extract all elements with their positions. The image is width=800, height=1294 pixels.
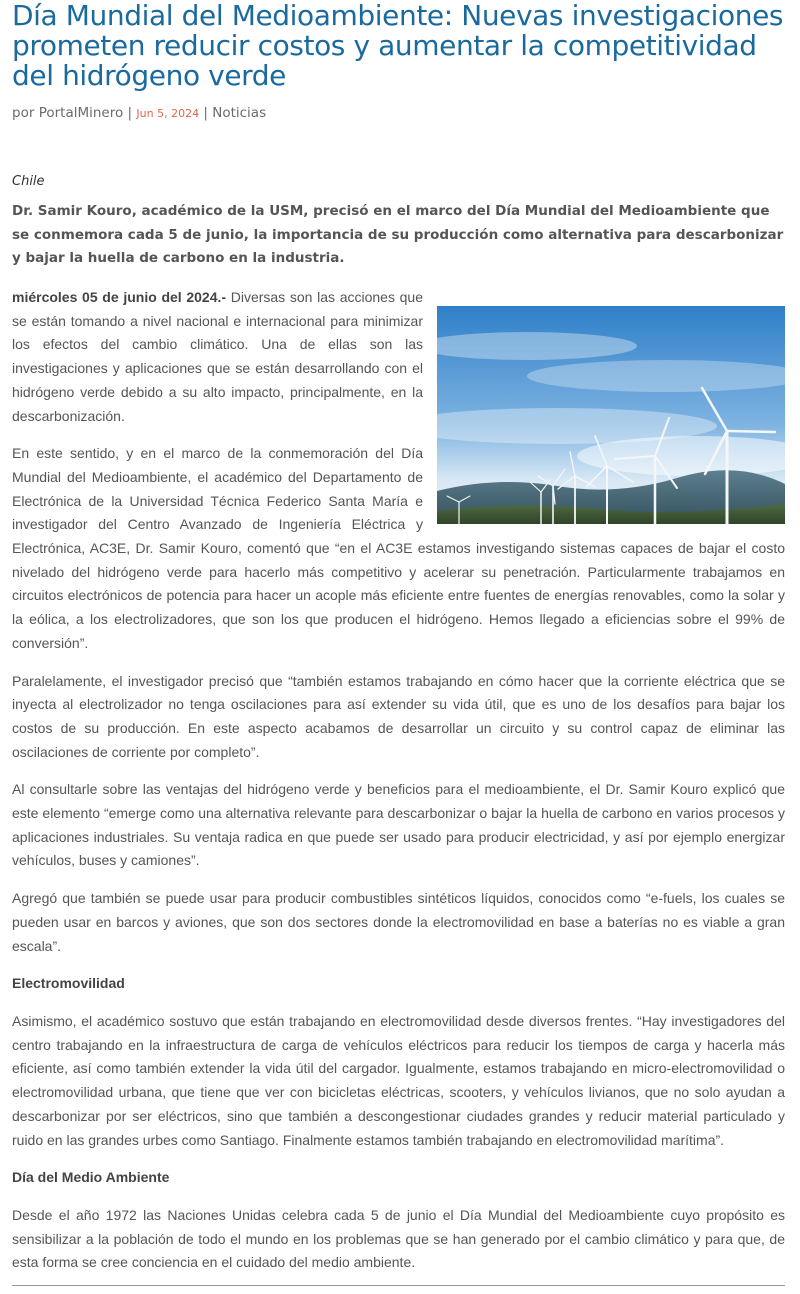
paragraph-6: Asimismo, el académico sostuvo que están trabajando en electromovilidad desde diversos frentes. “Hay investigadores del centro trabajando en la infraestructura de carga de vehículos eléctricos para reducir los tiempos de carga y hacerla más eficiente, así como también extender la vida útil del cargador. Igualmente, estamos trabajando en micro-electromovilidad o electromovilidad urbana, que tiene que ver con bicicletas eléctricas, scooters, y vehículos livianos, que no solo ayudan a descarbonizar por ser eléctricos, sino que también a descongestionar ciudades grandes y reducir material particulado y ruido en las grandes urbes como Santiago. Finalmente estamos también trabajando en electromovilidad marítima”. xyxy=(12,1012,785,1148)
paragraph-3: Paralelamente, el investigador precisó que “también estamos trabajando en cómo hacer que la corriente eléctrica que se inyecta al electrolizador no tenga oscilaciones para así extender su vida útil, que es uno de los desafíos para bajar los costos de su producción. En este aspecto acabamos de desarrollar un circuito y su control capaz de eliminar las oscilaciones de corriente por completo”. xyxy=(12,672,785,760)
paragraph-4: Al consultarle sobre las ventajas del hidrógeno verde y beneficios para el medioambiente, el Dr. Samir Kouro explicó que este elemento “emerge como una alternativa relevante para descarbonizar o bajar la huella de carbono en varios procesos y aplicaciones industriales. Su ventaja radica en que puede ser usado para producir electricidad, y así por ejemplo energizar vehículos, buses y camiones”. xyxy=(12,781,785,869)
article-dateline: miércoles 05 de junio del 2024.- xyxy=(12,289,227,305)
paragraph-2: En este sentido, y en el marco de la conmemoración del Día Mundial del Medioambiente, el académico del Departamento de Electrónica de la Universidad Técnica Federico Santa María e investigador del Centro Avanzado de Ingeniería Eléctrica y Electrónica, AC3E, Dr. Samir Kouro, comentó que “en el AC3E estamos investigando sistemas capaces de bajar el costo nivelado del hidrógeno verde para hacerlo más competitivo y acelerar su penetración. Particularmente trabajamos en circuitos electrónicos de potencia para hacer un acople más eficiente entre fuentes de energías renovables, como la solar y la eólica, a los electrolizadores, que son los que producen el hidrógeno. Hemos llegado a eficiencias sobre el 99% de conversión”. xyxy=(12,445,785,651)
paragraph-7: Desde el año 1972 las Naciones Unidas celebra cada 5 de junio el Día Mundial del Medioambiente cuyo propósito es sensibilizar a la población de todo el mundo en los problemas que se han generado por el cambio climático y para que, de esta forma se cree conciencia en el cuidado del medio ambiente. xyxy=(12,1206,785,1271)
article-body xyxy=(12,286,785,1289)
bottom-divider xyxy=(12,1285,785,1286)
byline-prefix: por xyxy=(12,105,35,121)
article-meta xyxy=(12,103,785,123)
article-location: Chile xyxy=(12,174,45,189)
heading-electromovilidad: Electromovilidad xyxy=(12,975,125,992)
article-lead: Dr. Samir Kouro, académico de la USM, precisó en el marco del Día Mundial del Medioambiente que se conmemora cada 5 de junio, la importancia de su producción como alternativa para descarbonizar y bajar la huella de carbono en la industria. xyxy=(12,203,784,266)
heading-dia-medio-ambiente: Día del Medio Ambiente xyxy=(12,1169,170,1186)
meta-separator: | xyxy=(203,105,208,121)
paragraph-5: Agregó que también se puede usar para producir combustibles sintéticos líquidos, conocidos como “e-fuels, los cuales se pueden usar en barcos y aviones, que son dos sectores donde la electromovilidad en base a baterías no es viable a gran escala”. xyxy=(12,890,785,954)
author-link[interactable]: PortalMinero xyxy=(38,105,124,121)
article xyxy=(12,0,785,1271)
meta-separator: | xyxy=(127,105,133,121)
category-link[interactable]: Noticias xyxy=(212,105,267,121)
article-title: Día Mundial del Medioambiente: Nuevas investigaciones prometen reducir costos y aumentar la competitividad del hidrógeno verde xyxy=(12,0,784,92)
paragraph-1-text: Diversas son las acciones que se están tomando a nivel nacional e internacional para minimizar los efectos del cambio climático. Una de ellas son las investigaciones y aplicaciones que se están desarrollando con el hidrógeno verde debido a su alto impacto, principalmente, en la descarbonización. xyxy=(12,289,423,424)
article-date: Jun 5, 2024 xyxy=(136,107,200,120)
wind-turbines-photo xyxy=(437,306,785,524)
